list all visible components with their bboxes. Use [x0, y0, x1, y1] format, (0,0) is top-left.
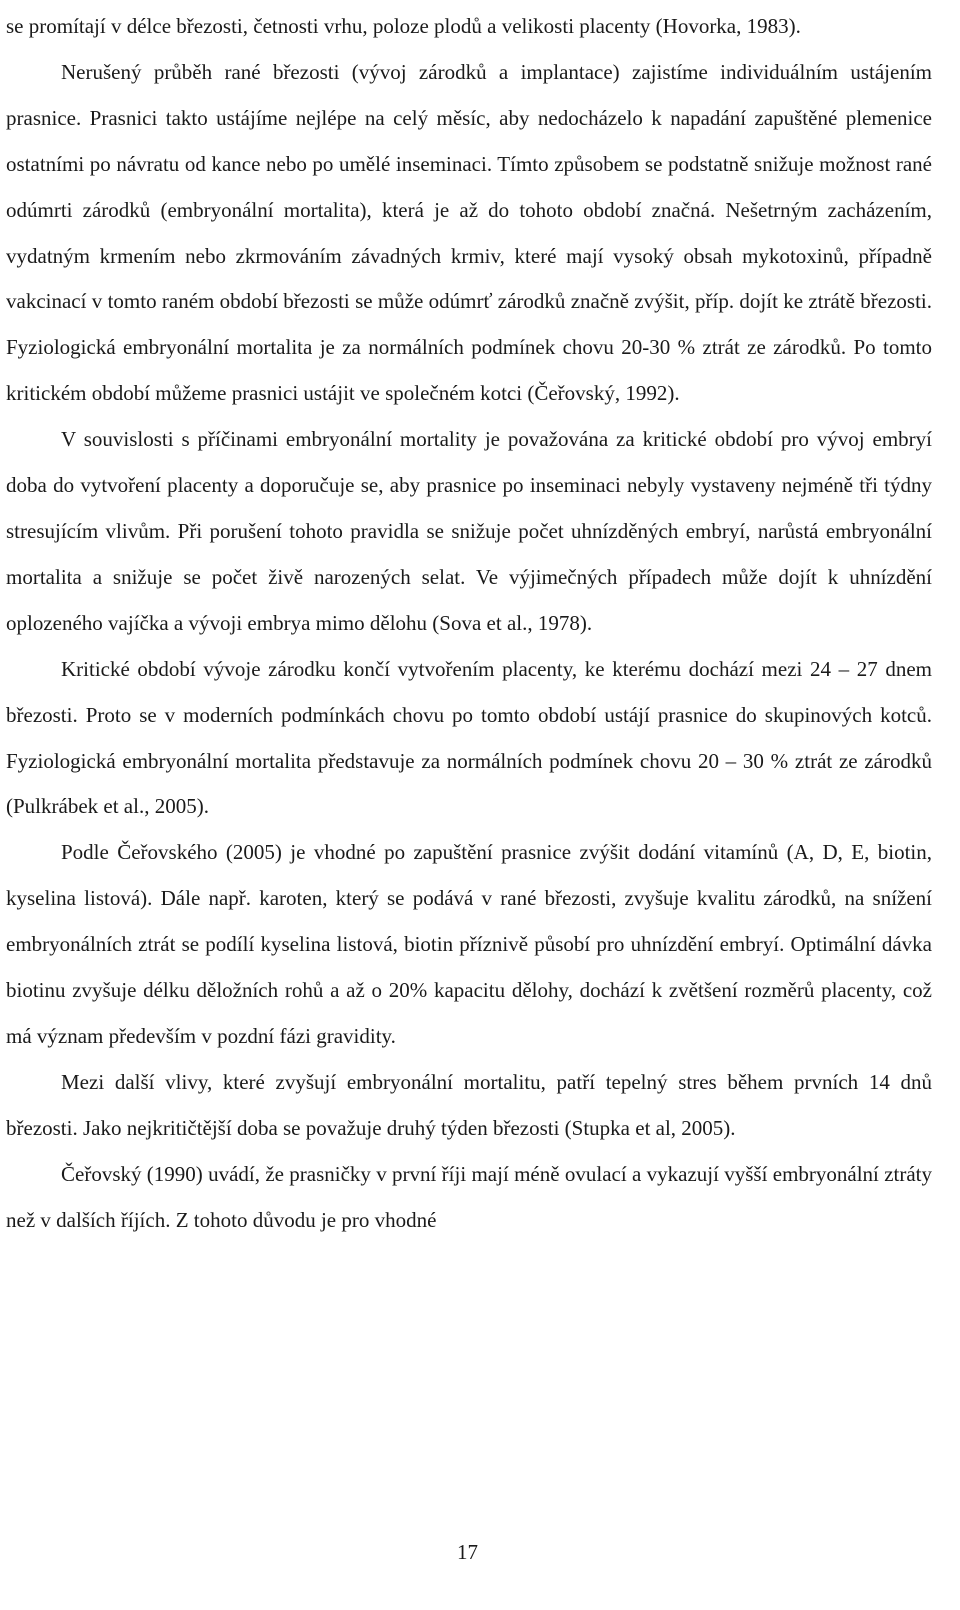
paragraph-2: Nerušený průběh rané březosti (vývoj zárodků a implantace) zajistíme individuálním ustájením prasnice. Prasnici takto ustájíme nejlépe na celý měsíc, aby nedocházelo k napadání zapuštěné plemenice ostatními po návratu od kance nebo po umělé inseminaci. Tímto způsobem se podstatně snižuje možnost rané odúmrti zárodků (embryonální mortalita), která je až do tohoto období značná. Nešetrným zacházením, vydatným krmením nebo zkrmováním závadných krmiv, které mají vysoký obsah mykotoxinů, případně vakcinací v tomto raném období březosti se může odúmrť zárodků značně zvýšit, příp. dojít ke ztrátě březosti. Fyziologická embryonální mortalita je za normálních podmínek chovu 20-30 % ztrát ze zárodků. Po tomto kritickém období můžeme prasnici ustájit ve společném kotci (Čeřovský, 1992).: [6, 59, 932, 406]
paragraph-1: se promítají v délce březosti, četnosti vrhu, poloze plodů a velikosti placenty (Hovorka, 1983).: [6, 14, 801, 38]
paragraph-4: Kritické období vývoje zárodku končí vytvořením placenty, ke kterému dochází mezi 24 – 27 dnem březosti. Proto se v moderních podmínkách chovu po tomto období ustájí prasnice do skupinových kotců. Fyziologická embryonální mortalita představuje za normálních podmínek chovu 20 – 30 % ztrát ze zárodků (Pulkrábek et al., 2005).: [6, 656, 932, 819]
page-number: 17: [457, 1540, 478, 1564]
paragraph-3: V souvislosti s příčinami embryonální mortality je považována za kritické období pro vývoj embryí doba do vytvoření placenty a doporučuje se, aby prasnice po inseminaci nebyly vystaveny nejméně tři týdny stresujícím vlivům. Při porušení tohoto pravidla se snižuje počet uhnízděných embryí, narůstá embryonální mortalita a snižuje se počet živě narozených selat. Ve výjimečných případech může dojít k uhnízdění oplozeného vajíčka a vývoji embrya mimo dělohu (Sova et al., 1978).: [6, 427, 932, 635]
paragraph-5: Podle Čeřovského (2005) je vhodné po zapuštění prasnice zvýšit dodání vitamínů (A, D, E, biotin, kyselina listová). Dále např. karoten, který se podává v rané březosti, zvyšuje kvalitu zárodků, na snížení embryonálních ztrát se podílí kyselina listová, biotin příznivě působí pro uhnízdění embryí. Optimální dávka biotinu zvyšuje délku děložních rohů a až o 20% kapacitu dělohy, dochází k zvětšení rozměrů placenty, což má význam především v pozdní fázi gravidity.: [6, 840, 932, 1048]
paragraph-6: Mezi další vlivy, které zvyšují embryonální mortalitu, patří tepelný stres během prvních 14 dnů březosti. Jako nejkritičtější doba se považuje druhý týden březosti (Stupka et al, 2005).: [6, 1069, 932, 1140]
body-text: [6, 4, 932, 1243]
paragraph-7: Čeřovský (1990) uvádí, že prasničky v první říji mají méně ovulací a vykazují vyšší embryonální ztráty než v dalších říjích. Z tohoto důvodu je pro vhodné: [6, 1161, 932, 1232]
